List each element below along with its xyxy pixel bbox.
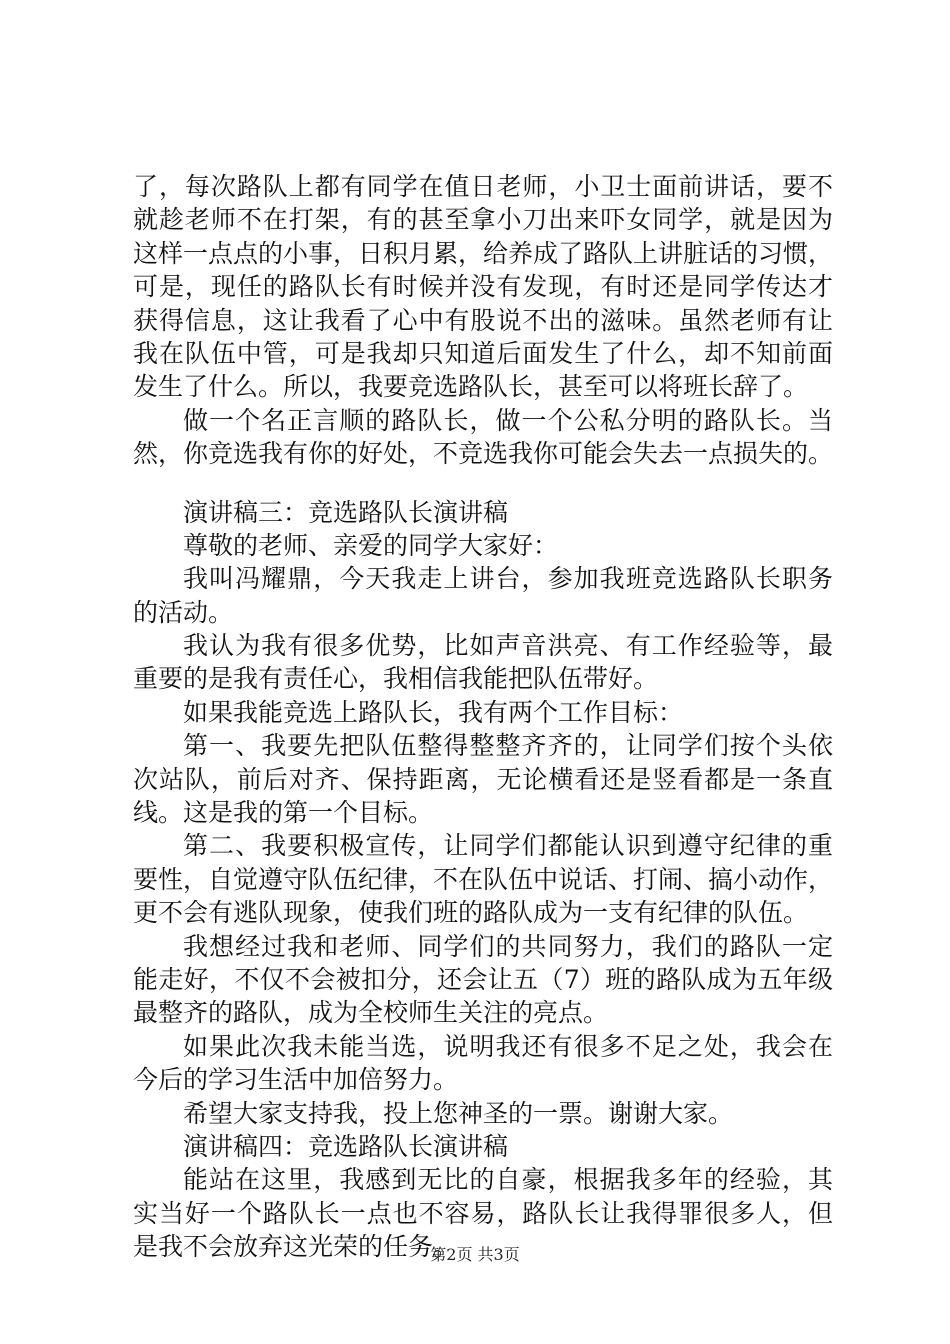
text-line: 实当好一个路队长一点也不容易，路队长让我得罪很多人，但 [133,1198,833,1228]
text-line: 最整齐的路队，成为全校师生关注的亮点。 [133,998,609,1028]
document-body [133,170,833,1264]
paragraph [133,170,833,404]
paragraph-spacer [133,471,833,496]
text-line: 尊敬的老师、亲爱的同学大家好： [183,530,559,560]
paragraph [133,1030,833,1097]
text-line: 如果我能竞选上路队长，我有两个工作目标： [183,697,684,727]
text-line: 这样一点点的小事，日积月累，给养成了路队上讲脏话的习惯， [133,238,833,268]
paragraph [133,629,833,696]
paragraph [133,829,833,929]
text-line: 今后的学习生活中加倍努力。 [133,1065,459,1095]
text-line: 是我不会放弃这光荣的任务。 [133,1232,459,1262]
text-line: 希望大家支持我，投上您神圣的一票。谢谢大家。 [183,1098,734,1128]
text-line: 我在队伍中管，可是我却只知道后面发生了什么，却不知前面 [133,338,833,368]
paragraph [133,529,833,562]
paragraph [133,562,833,629]
paragraph [133,496,833,529]
text-line: 次站队，前后对齐、保持距离，无论横看还是竖看都是一条直 [133,764,833,794]
text-line: 能站在这里，我感到无比的自豪，根据我多年的经验，其 [183,1165,833,1195]
text-line: 演讲稿四：竞选路队长演讲稿 [183,1131,509,1161]
text-line: 第二、我要积极宣传，让同学们都能认识到遵守纪律的重 [183,831,833,861]
text-line: 可是，现任的路队长有时候并没有发现，有时还是同学传达才 [133,272,833,302]
text-line: 第一、我要先把队伍整得整整齐齐的，让同学们按个头依 [183,731,833,761]
paragraph [133,404,833,471]
text-line: 发生了什么。所以，我要竞选路队长，甚至可以将班长辞了。 [133,372,809,402]
text-line: 获得信息，这让我看了心中有股说不出的滋味。虽然老师有让 [133,305,833,335]
text-line: 我认为我有很多优势，比如声音洪亮、有工作经验等，最 [183,631,833,661]
paragraph [133,729,833,829]
paragraph [133,696,833,729]
text-line: 线。这是我的第一个目标。 [133,798,434,828]
text-line: 更不会有逃队现象，使我们班的路队成为一支有纪律的队伍。 [133,898,809,928]
text-line: 演讲稿三：竞选路队长演讲稿 [183,497,509,527]
paragraph [133,1097,833,1130]
text-line: 然，你竞选我有你的好处，不竞选我你可能会失去一点损失的。 [133,439,833,469]
text-line: 我想经过我和老师、同学们的共同努力，我们的路队一定 [183,931,833,961]
paragraph [133,930,833,1030]
text-line: 要性，自觉遵守队伍纪律，不在队伍中说话、打闹、搞小动作， [133,864,833,894]
page-footer: 第2页 共3页 [430,1245,520,1264]
text-line: 就趁老师不在打架，有的甚至拿小刀出来吓女同学，就是因为 [133,205,833,235]
text-line: 我叫冯耀鼎，今天我走上讲台，参加我班竞选路队长职务 [183,564,833,594]
text-line: 重要的是我有责任心，我相信我能把队伍带好。 [133,664,659,694]
paragraph [133,1130,833,1163]
text-line: 如果此次我未能当选，说明我还有很多不足之处，我会在 [183,1031,833,1061]
text-line: 了，每次路队上都有同学在值日老师，小卫士面前讲话，要不 [133,172,833,201]
text-line: 能走好，不仅不会被扣分，还会让五（7）班的路队成为五年级 [133,964,833,994]
text-line: 做一个名正言顺的路队长，做一个公私分明的路队长。当 [183,405,833,435]
text-line: 的活动。 [133,597,234,627]
